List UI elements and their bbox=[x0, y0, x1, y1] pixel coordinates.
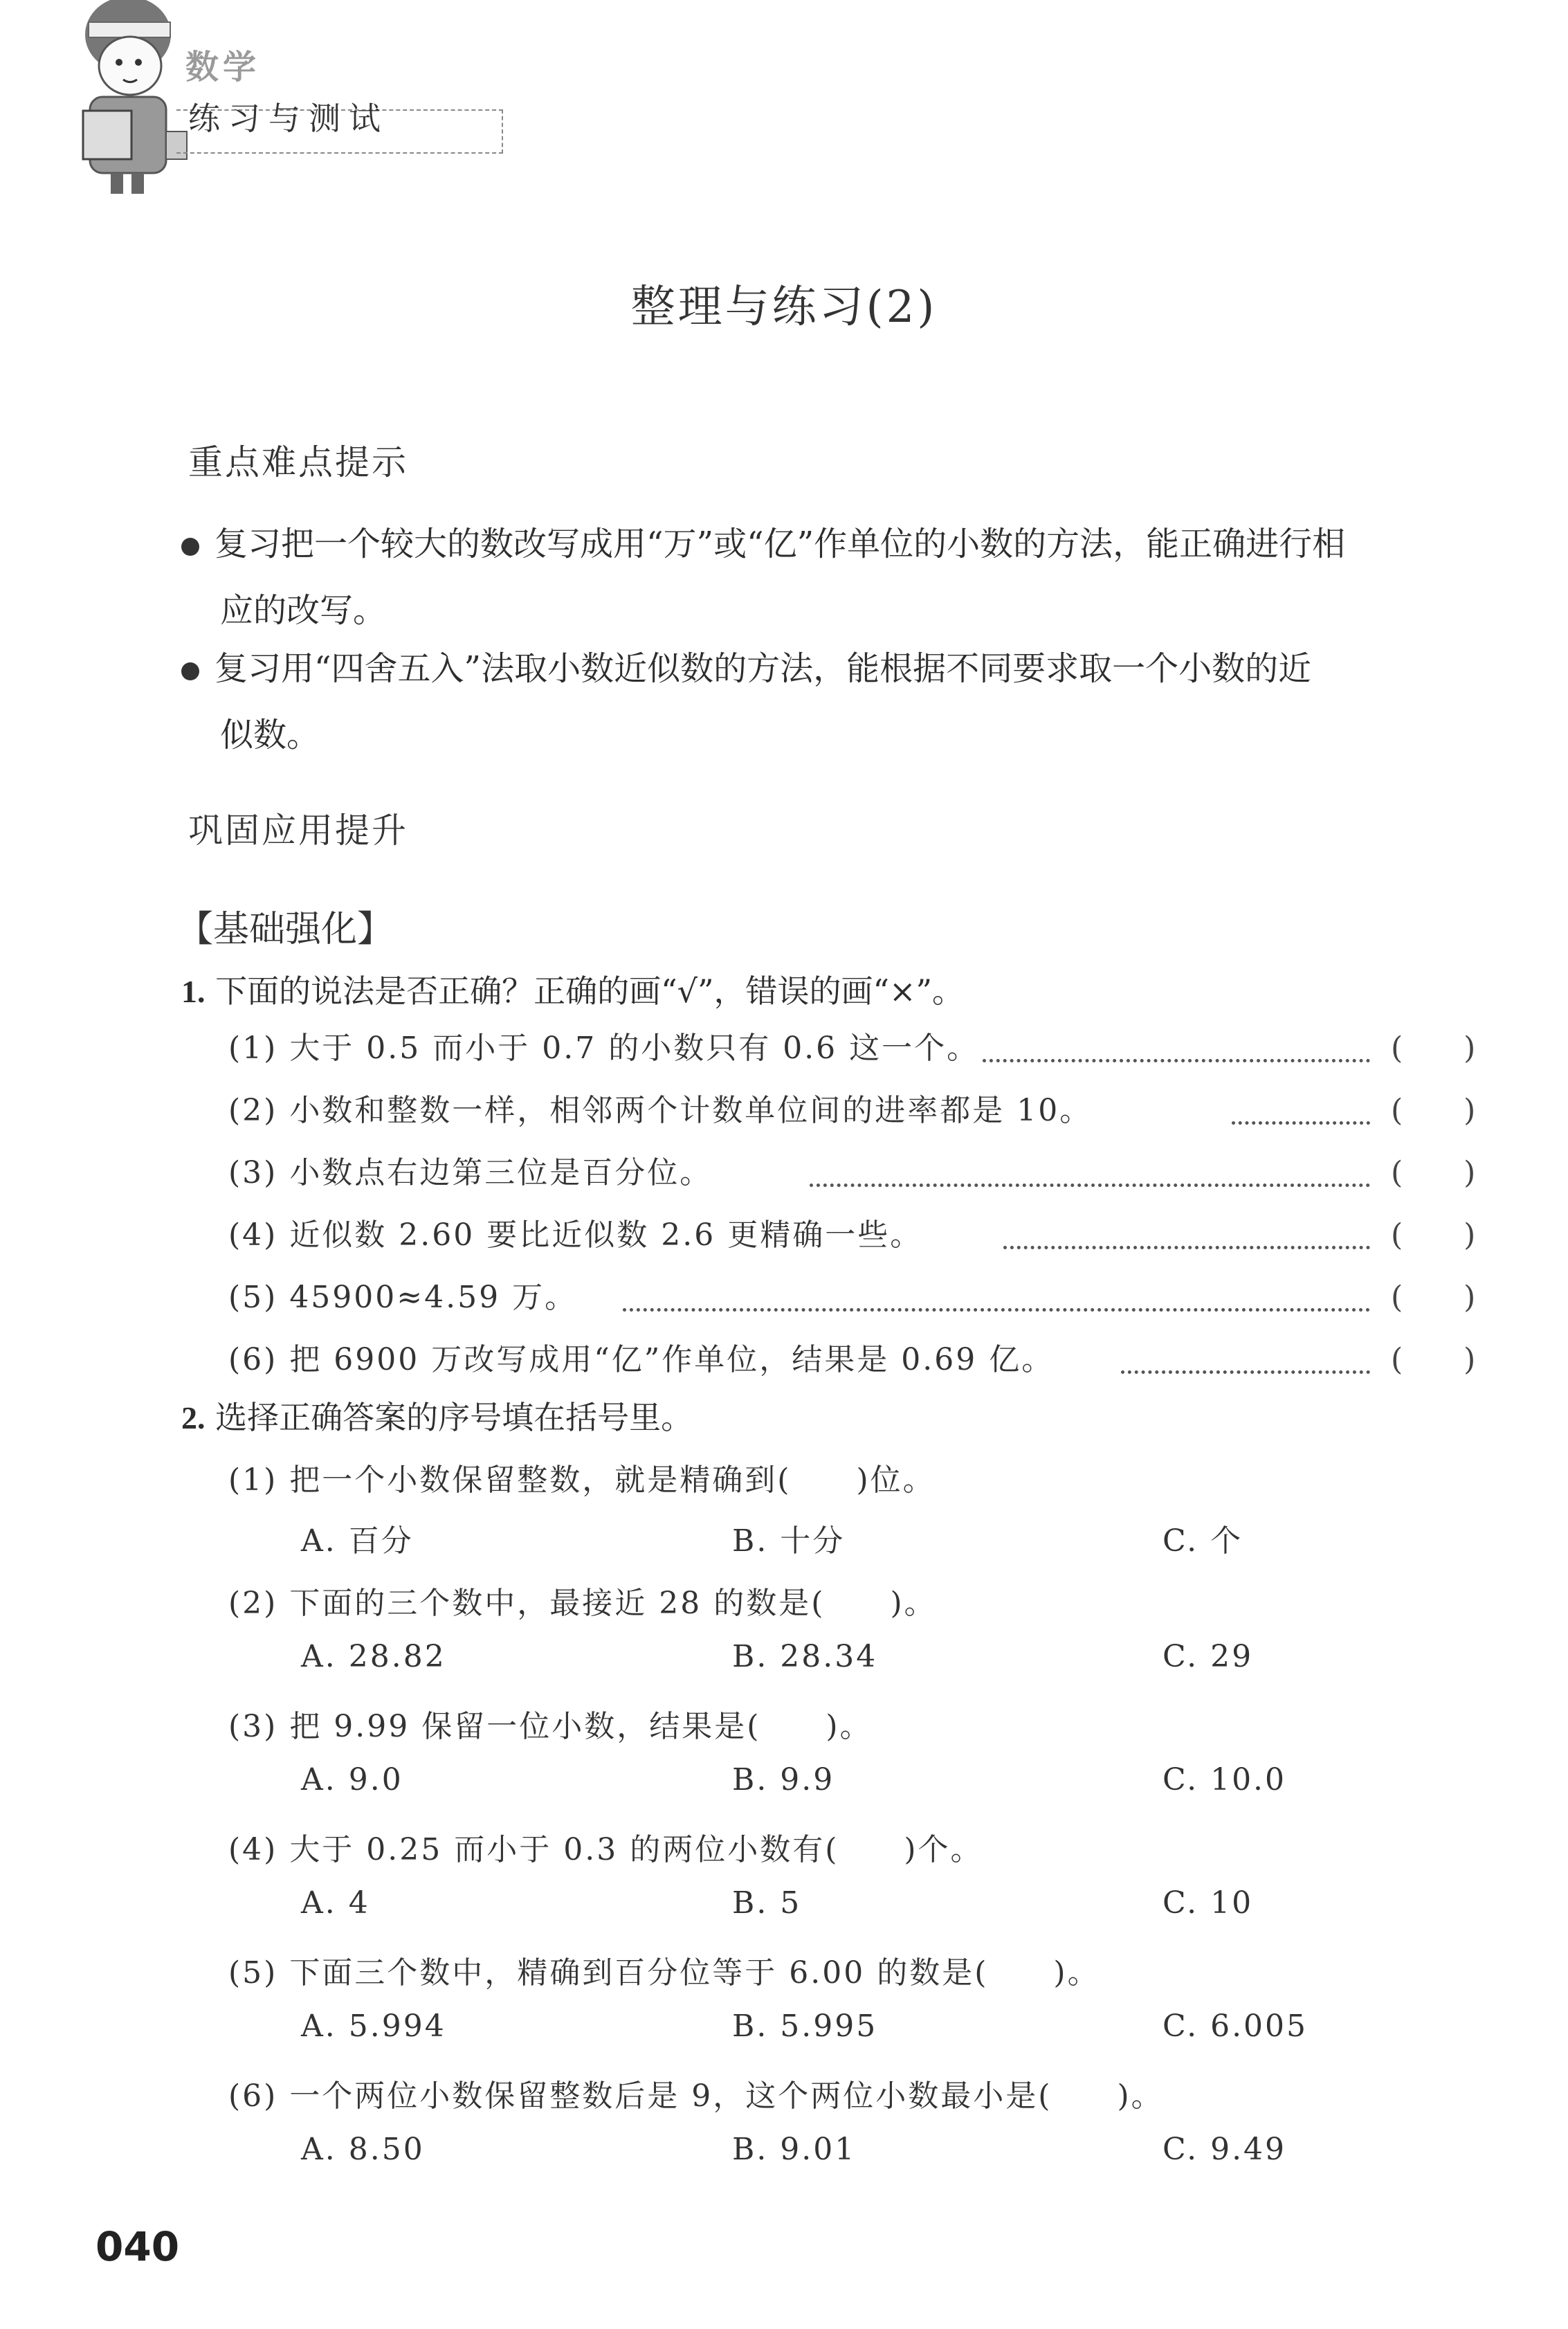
choice-question-text: (4) 大于 0.25 而小于 0.3 的两位小数有( )个。 bbox=[228, 1832, 983, 1867]
option-c[interactable]: C. 10.0 bbox=[1163, 1762, 1287, 1797]
choice-question bbox=[228, 1578, 1529, 1622]
option-a[interactable]: A. 4 bbox=[301, 1885, 370, 1921]
question-number: 1. bbox=[181, 974, 206, 1009]
hint-bullet bbox=[181, 635, 1510, 768]
question-2-stem bbox=[181, 1393, 693, 1438]
judge-item-text: (6) 把 6900 万改写成用“亿”作单位，结果是 0.69 亿。 bbox=[228, 1342, 1055, 1377]
bullet-dot-icon bbox=[181, 538, 199, 556]
option-c[interactable]: C. 个 bbox=[1163, 1523, 1243, 1559]
page-number: 040 bbox=[95, 2223, 180, 2270]
book-title: 练习与测试 bbox=[188, 100, 389, 137]
group-label: 【基础强化】 bbox=[177, 909, 394, 950]
bullet-dot-icon bbox=[181, 662, 199, 680]
leader-dots bbox=[810, 1184, 1370, 1187]
hint-line: 复习用“四舍五入”法取小数近似数的方法，能根据不同要求取一个小数的近 bbox=[215, 649, 1312, 688]
option-a[interactable]: A. 5.994 bbox=[301, 2009, 446, 2044]
option-c[interactable]: C. 10 bbox=[1163, 1885, 1254, 1921]
student-mascot-icon bbox=[62, 0, 201, 201]
option-b[interactable]: B. 十分 bbox=[732, 1523, 846, 1559]
option-b[interactable]: B. 9.9 bbox=[732, 1762, 835, 1797]
option-a[interactable]: A. 8.50 bbox=[301, 2132, 425, 2167]
option-b[interactable]: B. 28.34 bbox=[732, 1639, 878, 1674]
choice-question-text: (6) 一个两位小数保留整数后是 9，这个两位小数最小是( )。 bbox=[228, 2078, 1164, 2114]
option-b[interactable]: B. 5 bbox=[732, 1885, 802, 1921]
hint-line: 似数。 bbox=[220, 716, 320, 754]
choice-question-text: (3) 把 9.99 保留一位小数，结果是( )。 bbox=[228, 1709, 873, 1744]
option-b[interactable]: B. 9.01 bbox=[732, 2132, 857, 2167]
choice-question bbox=[228, 1948, 1529, 1992]
hint-bullet bbox=[181, 511, 1510, 644]
option-b[interactable]: B. 5.995 bbox=[732, 2009, 878, 2044]
subject-label: 数学 bbox=[185, 48, 261, 87]
leader-dots bbox=[623, 1308, 1370, 1312]
option-c[interactable]: C. 9.49 bbox=[1163, 2132, 1287, 2167]
judge-item-text: (1) 大于 0.5 而小于 0.7 的小数只有 0.6 这一个。 bbox=[228, 1031, 980, 1066]
option-c[interactable]: C. 6.005 bbox=[1163, 2009, 1309, 2044]
hint-line: 应的改写。 bbox=[220, 591, 387, 630]
page-header bbox=[0, 0, 526, 208]
choice-question bbox=[228, 1824, 1529, 1869]
choice-question bbox=[228, 1701, 1529, 1746]
option-a[interactable]: A. 百分 bbox=[301, 1523, 414, 1559]
answer-blank[interactable]: ( ) bbox=[1391, 1342, 1476, 1377]
question-1-stem bbox=[181, 966, 964, 1012]
judge-item-text: (2) 小数和整数一样，相邻两个计数单位间的进率都是 10。 bbox=[228, 1093, 1093, 1128]
hint-line: 复习把一个较大的数改写成用“万”或“亿”作单位的小数的方法，能正确进行相 bbox=[215, 525, 1346, 563]
leader-dots bbox=[1003, 1246, 1370, 1249]
answer-blank[interactable]: ( ) bbox=[1391, 1093, 1476, 1128]
leader-dots bbox=[983, 1059, 1370, 1062]
option-a[interactable]: A. 28.82 bbox=[301, 1639, 446, 1674]
judge-item-text: (5) 45900≈4.59 万。 bbox=[228, 1280, 578, 1315]
answer-blank[interactable]: ( ) bbox=[1391, 1155, 1476, 1190]
answer-blank[interactable]: ( ) bbox=[1391, 1031, 1476, 1066]
section-heading-hints: 重点难点提示 bbox=[188, 442, 408, 482]
option-a[interactable]: A. 9.0 bbox=[301, 1762, 403, 1797]
page-title: 整理与练习(2) bbox=[630, 282, 938, 333]
answer-blank[interactable]: ( ) bbox=[1391, 1280, 1476, 1315]
option-c[interactable]: C. 29 bbox=[1163, 1639, 1254, 1674]
question-text: 选择正确答案的序号填在括号里。 bbox=[215, 1399, 693, 1436]
choice-question-text: (1) 把一个小数保留整数，就是精确到( )位。 bbox=[228, 1462, 936, 1498]
choice-question-text: (2) 下面的三个数中，最接近 28 的数是( )。 bbox=[228, 1586, 937, 1621]
question-number: 2. bbox=[181, 1400, 206, 1435]
section-heading-practice: 巩固应用提升 bbox=[188, 810, 408, 851]
choice-question-text: (5) 下面三个数中，精确到百分位等于 6.00 的数是( )。 bbox=[228, 1955, 1100, 1991]
judge-item-text: (3) 小数点右边第三位是百分位。 bbox=[228, 1155, 713, 1190]
leader-dots bbox=[1121, 1370, 1370, 1374]
answer-blank[interactable]: ( ) bbox=[1391, 1217, 1476, 1253]
question-text: 下面的说法是否正确？正确的画“√”，错误的画“×”。 bbox=[215, 972, 965, 1010]
choice-question bbox=[228, 2071, 1529, 2115]
choice-question bbox=[228, 1455, 1529, 1499]
leader-dots bbox=[1232, 1121, 1370, 1125]
judge-item-text: (4) 近似数 2.60 要比近似数 2.6 更精确一些。 bbox=[228, 1217, 923, 1253]
